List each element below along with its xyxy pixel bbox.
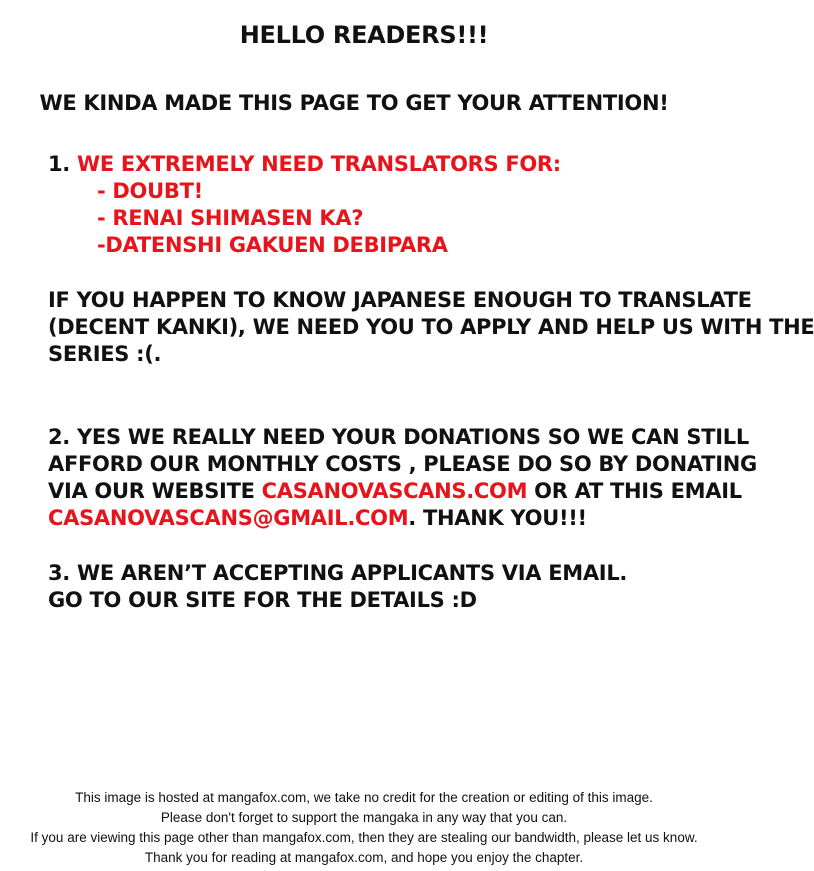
hosting-footer — [0, 788, 728, 868]
donation-text: OR AT THIS EMAIL — [527, 479, 742, 503]
applicants-line: GO TO OUR SITE FOR THE DETAILS :D — [48, 588, 477, 612]
email-link[interactable]: CASANOVASCANS@GMAIL.COM — [48, 506, 409, 530]
footer-line: If you are viewing this page other than mangafox.com, then they are stealing our bandwidth, please let us know. — [30, 830, 698, 845]
page-title: HELLO READERS!!! — [239, 21, 489, 49]
footer-line: Please don't forget to support the mangaka in any way that you can. — [160, 810, 568, 825]
section1-heading-text: WE EXTREMELY NEED TRANSLATORS FOR: — [77, 152, 561, 176]
translator-paragraph-line: (DECENT KANKI), WE NEED YOU TO APPLY AND HELP US WITH THE — [48, 315, 814, 339]
applicants-line: 3. WE AREN’T ACCEPTING APPLICANTS VIA EMAIL. — [48, 561, 628, 585]
section1-heading — [48, 151, 561, 178]
donation-line — [48, 478, 742, 505]
footer-line: This image is hosted at mangafox.com, we take no credit for the creation or editing of this image. — [75, 790, 653, 805]
attention-line: WE KINDA MADE THIS PAGE TO GET YOUR ATTENTION! — [39, 91, 669, 115]
translator-paragraph-line: SERIES :(. — [48, 342, 162, 366]
donation-text: VIA OUR WEBSITE — [48, 479, 262, 503]
thank-you-text: . THANK YOU!!! — [408, 506, 587, 530]
section1-number: 1. — [48, 152, 78, 176]
donation-line: 2. YES WE REALLY NEED YOUR DONATIONS SO WE CAN STILL — [48, 425, 749, 449]
series-item: -DATENSHI GAKUEN DEBIPARA — [97, 233, 448, 257]
donation-line: AFFORD OUR MONTHLY COSTS , PLEASE DO SO BY DONATING — [48, 452, 757, 476]
series-item: - DOUBT! — [97, 179, 203, 203]
series-item: - RENAI SHIMASEN KA? — [97, 206, 364, 230]
footer-line: Thank you for reading at mangafox.com, and hope you enjoy the chapter. — [144, 850, 584, 865]
website-link[interactable]: CASANOVASCANS.COM — [261, 479, 528, 503]
translator-paragraph-line: IF YOU HAPPEN TO KNOW JAPANESE ENOUGH TO TRANSLATE — [48, 288, 752, 312]
donation-line — [48, 505, 587, 532]
